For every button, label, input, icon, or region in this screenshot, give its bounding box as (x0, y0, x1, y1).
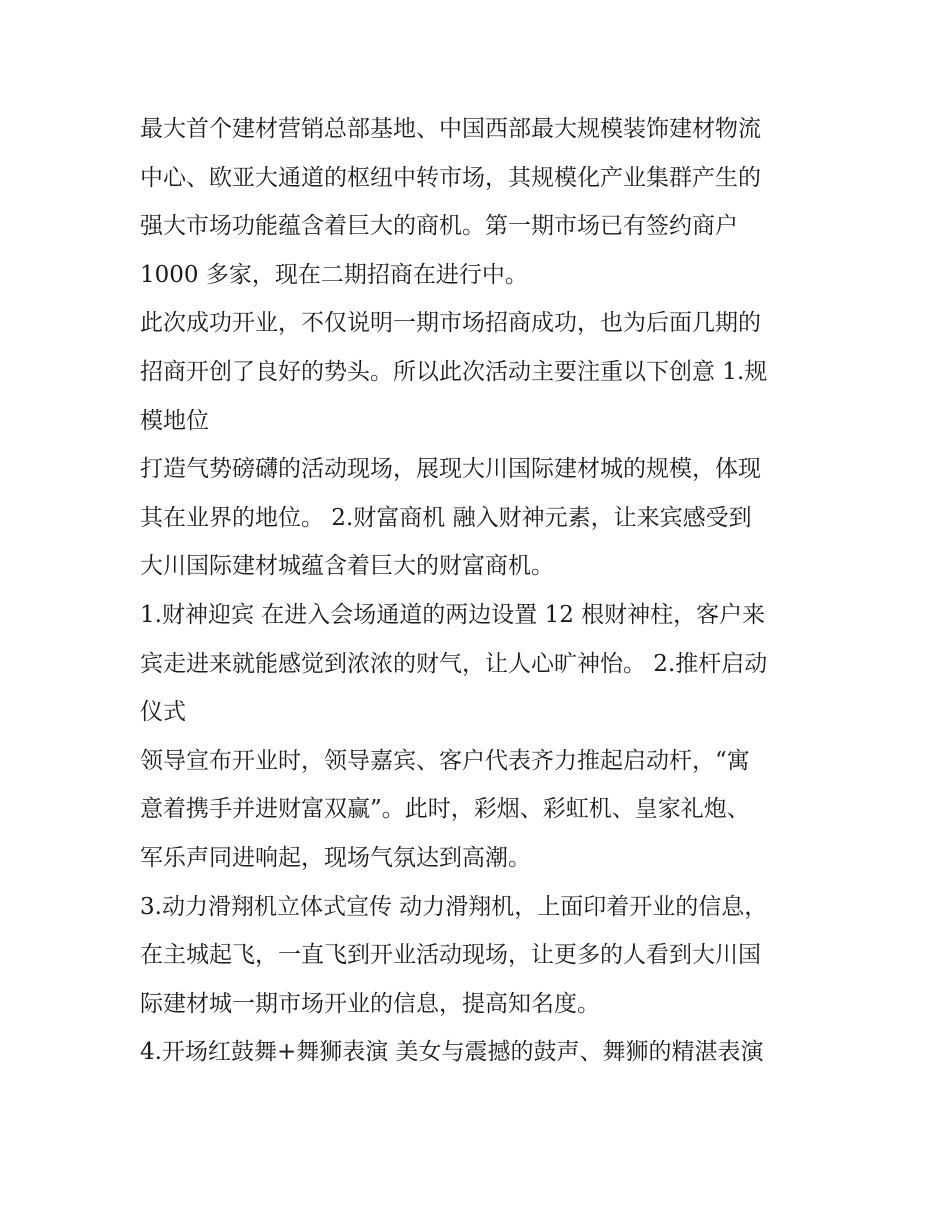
text-line: 其在业界的地位。 2.财富商机 融入财神元素，让来宾感受到 (140, 504, 752, 531)
text-line: 强大市场功能蕴含着巨大的商机。第一期市场已有签约商户 (140, 213, 738, 240)
text-line: 招商开创了良好的势头。所以此次活动主要注重以下创意 1.规 (140, 358, 768, 385)
body-text (140, 105, 812, 1077)
text-line: 打造气势磅礴的活动现场，展现大川国际建材城的规模，体现 (140, 456, 761, 483)
text-line: 模地位 (140, 407, 209, 434)
text-line: 1.财神迎宾 在进入会场通道的两边设置 12 根财神柱，客户来 (140, 601, 766, 628)
text-line: 最大首个建材营销总部基地、中国西部最大规模装饰建材物流 (140, 116, 761, 142)
text-line: 此次成功开业，不仅说明一期市场招商成功，也为后面几期的 (140, 310, 761, 337)
text-line: 3.动力滑翔机立体式宣传 动力滑翔机，上面印着开业的信息， (140, 893, 768, 920)
text-line: 仪式 (140, 699, 186, 726)
text-line: 宾走进来就能感觉到浓浓的财气，让人心旷神怡。 2.推杆启动 (140, 650, 768, 677)
text-line: 军乐声同进响起，现场气氛达到高潮。 (140, 844, 531, 871)
text-line: 中心、欧亚大通道的枢纽中转市场，其规模化产业集群产生的 (140, 164, 761, 191)
text-line: 领导宣布开业时，领导嘉宾、客户代表齐力推起启动杆，“寓 (140, 747, 750, 774)
text-line: 在主城起飞，一直飞到开业活动现场，让更多的人看到大川国 (140, 942, 761, 969)
text-line: 意着携手并进财富双赢”。此时，彩烟、彩虹机、皇家礼炮、 (140, 796, 750, 823)
text-line: 4.开场红鼓舞+舞狮表演 美女与震撼的鼓声、舞狮的精湛表演 (140, 1039, 764, 1066)
text-line: 际建材城一期市场开业的信息，提高知名度。 (140, 990, 600, 1017)
text-line: 1000 多家，现在二期招商在进行中。 (140, 261, 528, 288)
text-line: 大川国际建材城蕴含着巨大的财富商机。 (140, 553, 554, 580)
